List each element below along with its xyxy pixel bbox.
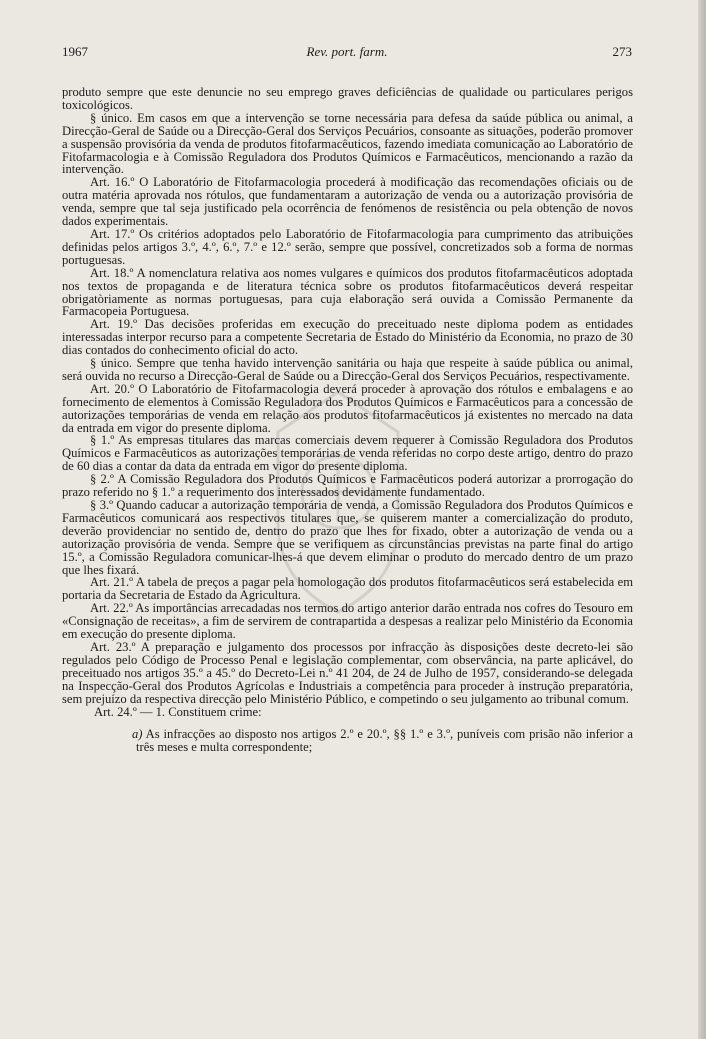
- list-item-letter: a): [132, 727, 143, 742]
- paragraph-art22: Art. 22.º As importâncias arrecadadas nos termos do artigo anterior darão entrada nos cofres do Tesouro em «Consignação de receitas», a fim de servirem de contrapartida a despesas a realizar pelo Ministério da Economia em execução do presente diploma.: [62, 601, 633, 642]
- paragraph-art24: Art. 24.º — 1. Constituem crime:: [94, 704, 262, 719]
- paragraph-art19-unico: § único. Sempre que tenha havido intervenção sanitária ou haja que respeite à saúde pública ou animal, será ouvida no recurso a Direcção-Geral de Saúde ou a Direcção-Geral dos Serviços Pecuários, respectivamente.: [62, 356, 633, 383]
- paragraph-art20-par2: § 2.º A Comissão Reguladora dos Produtos Químicos e Farmacêuticos poderá autorizar a prorrogação do prazo referido no § 1.º a requerimento dos interessados devidamente fundamentado.: [62, 472, 633, 500]
- page-spine-shadow: [698, 0, 706, 1039]
- running-header: [62, 44, 632, 60]
- paragraph-art20: Art. 20.º O Laboratório de Fitofarmacologia deverá proceder à aprovação dos rótulos e embalagens e ao fornecimento de elementos à Comissão Reguladora dos Produtos Químicos e Farmacêuticos para a concessão de autorizações temporárias de venda em relação aos produtos fitofarmacêuticos já existentes no mercado na data da entrada em vigor do presente diploma.: [62, 381, 633, 435]
- document-body: [62, 86, 633, 754]
- list-item-text: As infracções ao disposto nos artigos 2.º e 20.º, §§ 1.º e 3.º, puníveis com prisão não inferior a três meses e multa correspondente;: [136, 727, 633, 755]
- paragraph-art20-par3: § 3.º Quando caducar a autorização temporária de venda, a Comissão Reguladora dos Produtos Químicos e Farmacêuticos comunicará aos respectivos titulares que, se quiserem manter a comercialização do produto, deverão providenciar no sentido de, dentro do prazo que lhes for fixado, obter a autorização de venda ou a autorização provisória de venda. Sempre que se verifiquem as circunstâncias previstas na parte final do artigo 15.º, a Comissão Reguladora comunicar-lhes-á que devem eliminar o produto do mercado dentro de um prazo que lhes fixará.: [62, 498, 633, 577]
- paragraph-art20-par1: § 1.º As empresas titulares das marcas comerciais devem requerer à Comissão Reguladora dos Produtos Químicos e Farmacêuticos as autorizações temporárias de venda referidas no corpo deste artigo, dentro do prazo de 60 dias a contar da data da entrada em vigor do presente diploma.: [62, 433, 633, 474]
- list-item-a: [62, 728, 633, 754]
- paragraph-art19: Art. 19.º Das decisões proferidas em execução do preceituado neste diploma podem as entidades interessadas interpor recurso para a competente Secretaria de Estado do Ministério da Economia, no prazo de 30 dias contados do conhecimento oficial do acto.: [62, 317, 633, 358]
- paragraph-art17: Art. 17.º Os critérios adoptados pelo Laboratório de Fitofarmacologia para cumprimento das atribuições definidas pelos artigos 3.º, 4.º, 6.º, 7.º e 12.º serão, sempre que possível, concretizados sob a forma de normas portuguesas.: [62, 226, 633, 267]
- paragraph-art18: Art. 18.º A nomenclatura relativa aos nomes vulgares e químicos dos produtos fitofarmacêuticos adoptada nos textos de propaganda e de literatura técnica sobre os produtos fitofarmacêuticos deverá respeitar obrigatòriamente as normas portuguesas, para cuja elaboração será ouvida a Comissão Permanente da Farmacopeia Portuguesa.: [62, 265, 633, 319]
- header-year: 1967: [62, 44, 88, 59]
- paragraph-art16: Art. 16.º O Laboratório de Fitofarmacologia procederá à modificação das recomendações oficiais ou de outra matéria aprovada nos rótulos, que fundamentaram a autorização de venda ou a autorização provisória de venda, sempre que tal seja justificado pela ocorrência de fenómenos de resistência ou pela obtenção de novos dados experimentais.: [62, 175, 633, 229]
- paragraph-continuation: produto sempre que este denuncie no seu emprego graves deficiências de qualidade ou particulares perigos toxicológicos.: [62, 85, 633, 112]
- paragraph-art15-unico: § único. Em casos em que a intervenção se torne necessária para defesa da saúde pública ou animal, a Direcção-Geral de Saúde ou a Direcção-Geral dos Serviços Pecuários, consoante as situações, poderão promover a suspensão provisória da venda de produtos fitofarmacêuticos, fazendo imediata comunicação ao Laboratório de Fitofarmacologia e à Comissão Reguladora dos Produtos Químicos e Farmacêuticos, mencionando a razão da intervenção.: [62, 110, 633, 177]
- header-journal-title: Rev. port. farm.: [306, 44, 388, 59]
- header-page-number: 273: [612, 44, 632, 59]
- paragraph-art21: Art. 21.º A tabela de preços a pagar pela homologação dos produtos fitofarmacêuticos será estabelecida em portaria da Secretaria de Estado da Agricultura.: [62, 575, 633, 603]
- paragraph-art23: Art. 23.º A preparação e julgamento dos processos por infracção às disposições deste decreto-lei são regulados pelo Código de Processo Penal e legislação complementar, com observância, na parte aplicável, do preceituado nos artigos 35.º a 45.º do Decreto-Lei n.º 41 204, de 24 de Julho de 1957, considerando-se delegada na Inspecção-Geral dos Produtos Agrícolas e Industriais a competência para proceder à instrução preparatória, sem prejuízo da respectiva direcção pelo Ministério Público, e competindo o seu julgamento ao tribunal comum.: [62, 639, 633, 706]
